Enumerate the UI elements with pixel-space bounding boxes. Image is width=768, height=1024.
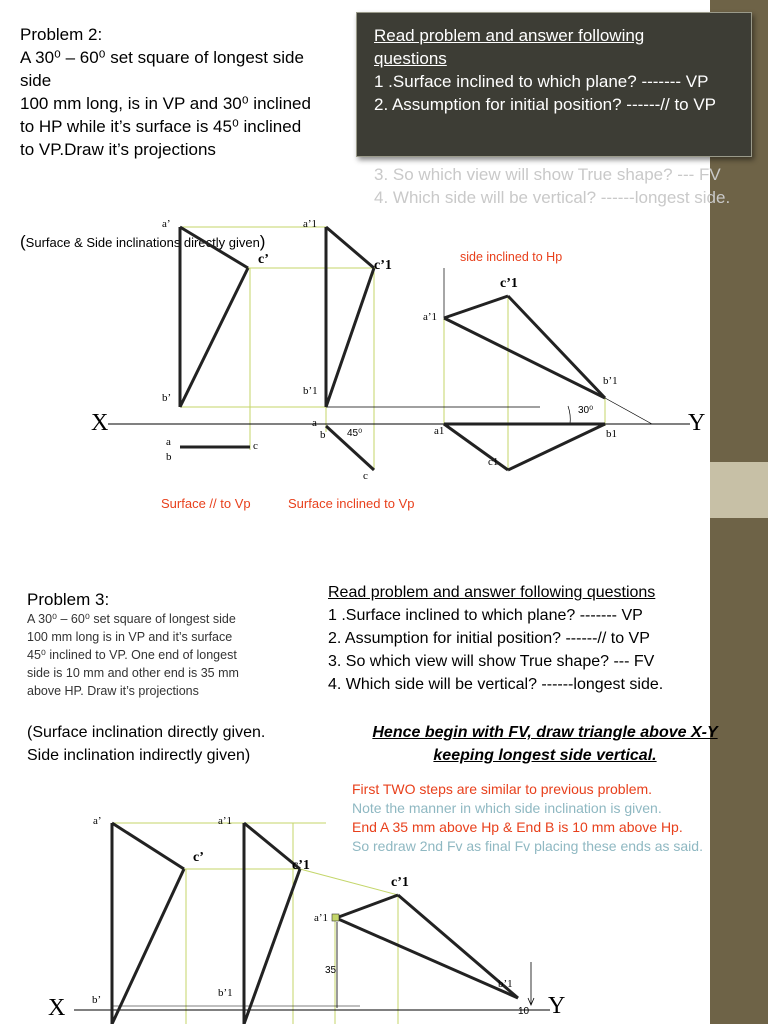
label-c1-tv: c1 (488, 456, 499, 468)
problem3-title: Problem 3: (27, 590, 110, 609)
questions3-q3: 3. So which view will show True shape? --- FV (328, 653, 655, 670)
label-c-tv2: c (363, 470, 368, 482)
triangle-final-tv (444, 424, 605, 470)
label-p3-b1-dash: b’1 (218, 987, 233, 999)
problem2-line: to HP while it’s surface is 45⁰ inclined (20, 117, 302, 136)
label-b-tv: b (166, 451, 172, 463)
label-a-tv: a (166, 436, 171, 448)
problem2-title: Problem 2: (20, 25, 103, 44)
questions2-overflow: 3. So which view will show True shape? --- FV 4. Which side will be vertical? ------longest side. (374, 165, 731, 207)
caption-surface-inclined: Surface inclined to Vp (288, 496, 415, 511)
label-c1-dash: c’1 (374, 258, 392, 273)
questions3-q4: 4. Which side will be vertical? ------longest side. (328, 676, 664, 693)
triangle-p3-1 (112, 823, 184, 1024)
label-p3-c-dash: c’ (193, 850, 204, 865)
caption-surface-parallel: Surface // to Vp (161, 496, 251, 511)
label-a1-dash: a’1 (303, 218, 318, 230)
label-p3-a1-fv: a’1 (314, 912, 329, 924)
step-line: First TWO steps are similar to previous problem. (352, 781, 653, 797)
label-angle-45: 45⁰ (347, 428, 363, 439)
questions2-q2: 2. Assumption for initial position? ------// to VP (374, 95, 717, 114)
step-line: So redraw 2nd Fv as final Fv placing these ends as said. (352, 838, 703, 854)
y-label-p2: Y (688, 410, 706, 436)
triangle-fv-1 (180, 227, 248, 407)
dimension-lines-p3 (337, 922, 534, 1008)
label-a-dash: a’ (162, 218, 171, 230)
questions2-heading-2: questions (374, 49, 447, 68)
label-p3-b-dash: b’ (92, 994, 102, 1006)
problem2-note: (Surface & Side inclinations directly given) (20, 232, 266, 251)
label-c-dash: c’ (258, 252, 269, 267)
label-a1-fv: a’1 (423, 311, 438, 323)
x-label-p3: X (48, 995, 66, 1021)
y-label-p3: Y (548, 993, 566, 1019)
label-a-tv2: a (312, 417, 317, 429)
label-c-tv: c (253, 440, 258, 452)
label-angle-30: 30⁰ (578, 405, 594, 416)
hence-instruction: Hence begin with FV, draw triangle above X-Y keeping longest side vertical. (372, 724, 718, 764)
dimension-35: 35 (325, 965, 337, 976)
label-c1-fv: c’1 (500, 276, 518, 291)
thin-lines-p2 (326, 268, 652, 424)
questions3-heading: Read problem and answer following questions (328, 584, 656, 601)
questions3 (328, 581, 663, 696)
dimension-10: 10 (518, 1006, 530, 1017)
problem2-line: to VP.Draw it’s projections (20, 140, 216, 159)
label-b-tv2: b (320, 429, 326, 441)
problem2-line: 100 mm long, is in VP and 30⁰ inclined (20, 94, 311, 113)
problem2-line: A 30⁰ – 60⁰ set square of longest side (20, 48, 304, 67)
problem3-note: (Surface inclination directly given. Side inclination indirectly given) (27, 724, 266, 764)
triangle-fv-2 (326, 227, 374, 407)
questions3-q2: 2. Assumption for initial position? ------// to VP (328, 630, 650, 647)
label-p3-b1-fv: b’1 (498, 978, 513, 990)
step-line: Note the manner in which side inclination is given. (352, 800, 662, 816)
label-b1-tv: b1 (606, 428, 617, 440)
label-b1-fv: b’1 (603, 375, 618, 387)
triangle-p3-2 (244, 823, 300, 1024)
label-p3-a-dash: a’ (93, 815, 102, 827)
questions2-heading: Read problem and answer following (374, 26, 645, 45)
point-a1-marker (332, 914, 339, 921)
problem2-line: side (20, 71, 52, 90)
label-a1-tv: a1 (434, 425, 445, 437)
questions3-q1: 1 .Surface inclined to which plane? ------- VP (328, 607, 643, 624)
questions2-q1: 1 .Surface inclined to which plane? ------- VP (374, 72, 709, 91)
x-label-p2: X (91, 410, 109, 436)
problem3-body: A 30⁰ – 60⁰ set square of longest side 100 mm long is in VP and it’s surface 45⁰ inclined to VP. One end of longest side is 10 mm and other end is 35 mm above HP. Draw it’s projections (27, 612, 239, 698)
label-p3-c1-dash: c’1 (292, 858, 310, 873)
side-inclined-note: side inclined to Hp (460, 250, 563, 264)
triangle-final-fv (444, 296, 605, 398)
label-p3-a1-dash: a’1 (218, 815, 233, 827)
step-line: End A 35 mm above Hp & End B is 10 mm above Hp. (352, 819, 683, 835)
label-b-dash: b’ (162, 392, 172, 404)
label-b1-dash: b’1 (303, 385, 318, 397)
triangle-p3-final (336, 895, 518, 998)
label-p3-c1-fv: c’1 (391, 875, 409, 890)
steps-list (352, 780, 703, 856)
problem2-note-text: Surface & Side inclinations directly given (25, 235, 260, 250)
